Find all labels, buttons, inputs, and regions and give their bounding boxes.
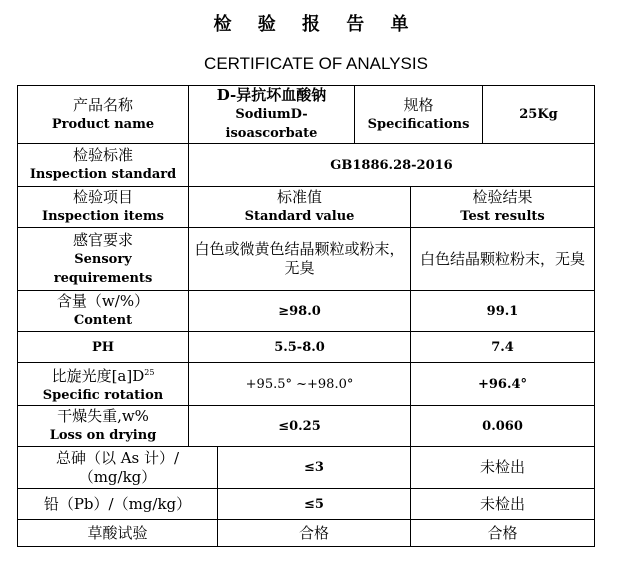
table-row [18,363,595,406]
inspection-standard-label: 检验标准 Inspection standard [18,144,189,187]
table-row [18,332,595,363]
rotation-result: +96.4° [411,363,595,406]
oxalic-standard: 合格 [218,520,411,547]
lead-result: 未检出 [411,489,595,520]
drying-result: 0.060 [411,406,595,447]
table-row [18,228,595,291]
column-header-row [18,187,595,228]
specifications-value: 25Kg [483,86,595,144]
drying-label: 干燥失重,w% Loss on drying [18,406,189,447]
inspection-standard-value: GB1886.28-2016 [189,144,595,187]
test-results-header: 检验结果 Test results [411,187,595,228]
lead-label: 铅（Pb）/（mg/kg） [18,489,218,520]
content-result: 99.1 [411,291,595,332]
oxalic-result: 合格 [411,520,595,547]
product-row [18,86,595,144]
rotation-standard: +95.5° ~+98.0° [189,363,411,406]
arsenic-standard: ≤3 [218,447,411,489]
sensory-label: 感官要求 Sensory requirements [18,228,189,291]
table-row [18,291,595,332]
content-label: 含量（w/%） Content [18,291,189,332]
ph-result: 7.4 [411,332,595,363]
table-row [18,489,595,520]
product-name-label: 产品名称 Product name [18,86,189,144]
rotation-label: 比旋光度$[a]D^{25}$ Specific rotation [18,363,189,406]
arsenic-label: 总砷（以 As 计）/ （mg/kg） [18,447,218,489]
table-row [18,447,595,489]
standard-row [18,144,595,187]
page-title: 检 验 报 告 单 [213,14,419,35]
inspection-items-header: 检验项目 Inspection items [18,187,189,228]
ph-standard: 5.5-8.0 [189,332,411,363]
lead-standard: ≤5 [218,489,411,520]
ph-label: PH [18,332,189,363]
sensory-standard: 白色或微黄色结晶颗粒或粉末，无臭 [189,228,411,291]
oxalic-label: 草酸试验 [18,520,218,547]
specifications-label: 规格 Specifications [355,86,483,144]
sensory-result: 白色结晶颗粒粉末，无臭 [411,228,595,291]
table-row [18,520,595,547]
drying-standard: ≤0.25 [189,406,411,447]
table-row [18,406,595,447]
analysis-table [17,85,595,547]
content-standard: ≥98.0 [189,291,411,332]
page-subtitle: CERTIFICATE OF ANALYSIS [204,54,428,73]
arsenic-result: 未检出 [411,447,595,489]
product-name-value: D-异抗坏血酸钠 SodiumD-isoascorbate [189,86,355,144]
standard-value-header: 标准值 Standard value [189,187,411,228]
